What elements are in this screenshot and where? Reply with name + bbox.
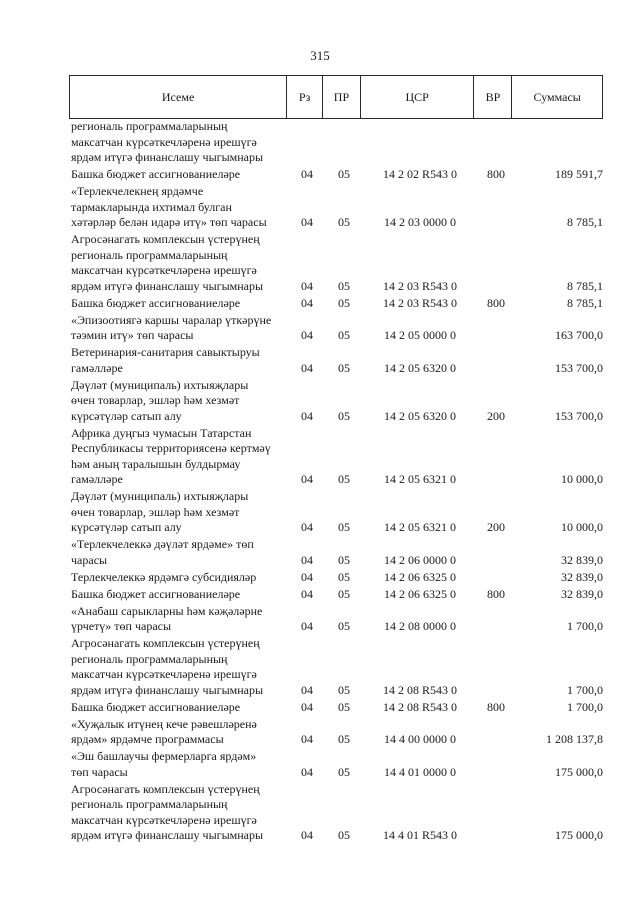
row-name-line: «Эш башлаучы фермерларга ярдәм» [71, 749, 257, 763]
row-sum: 175 000,0 [555, 828, 603, 842]
table-row [71, 232, 603, 294]
row-name-line: Дәүләт (муниципаль) ихтыяҗлары [71, 489, 249, 503]
row-name-line: региональ программаларының [71, 119, 228, 133]
table-row [71, 570, 603, 586]
row-name-line: «Хуҗалык итүнең кече рәвешләренә [71, 716, 257, 731]
row-name [71, 232, 289, 294]
row-name [71, 184, 289, 231]
row-csr: 14 2 05 6320 0 [384, 408, 456, 423]
row-name-line: гамәлләре [71, 360, 123, 375]
row-pr: 05 [338, 552, 350, 567]
table-row [71, 426, 603, 488]
row-rz: 04 [301, 295, 313, 310]
table-row [71, 167, 603, 183]
row-rz: 04 [301, 215, 313, 229]
row-csr: 14 2 08 R543 0 [382, 682, 457, 697]
row-name [71, 345, 289, 376]
row-name-line: һәм аның таралышын булдырмау [71, 456, 241, 471]
row-name-line: хәтәрләр белән идарә итү» төп чарасы [71, 215, 267, 229]
row-name [71, 426, 289, 488]
row-vr: 200 [487, 408, 505, 423]
table-row [71, 537, 603, 568]
row-name-line: Башка бюджет ассигнованиеләре [71, 295, 241, 310]
row-name-line: «Эпизоотиягә каршы чаралар үткәрүне [71, 312, 272, 327]
row-name-line: Агросәнагать комплексын үстерүнең [71, 232, 260, 246]
row-name-line: Республикасы территориясенә кертмәү [71, 441, 271, 455]
table-row [71, 184, 603, 231]
table-row [71, 119, 603, 166]
row-name [71, 717, 289, 748]
row-name [71, 313, 289, 344]
row-pr: 05 [338, 520, 350, 534]
row-name-line: ярдәм итүгә финанслашу чыгымнары [71, 682, 264, 697]
row-name-line: ярдәм итүгә финанслашу чыгымнары [71, 828, 264, 842]
row-name-line: максатчан күрсәткечләренә ирешүгә [71, 667, 257, 681]
row-name-line: Терлекчелеккә ярдәмгә субсидияләр [71, 569, 257, 584]
row-name [71, 587, 289, 603]
table-row [71, 717, 603, 748]
row-name-line: Африка дуңгыз чумасын Татарстан [71, 425, 252, 440]
row-vr: 800 [487, 699, 505, 714]
row-sum: 32 839,0 [561, 569, 603, 584]
row-name-line: «Терлекчелеккә дәүләт ярдәме» төп [71, 537, 254, 551]
row-name-line: максатчан күрсәткечләренә ирешүгә [71, 263, 257, 277]
row-csr: 14 2 03 R543 0 [382, 278, 457, 293]
table-row [71, 296, 603, 312]
row-csr: 14 2 05 6320 0 [384, 360, 456, 375]
row-rz: 04 [301, 278, 313, 293]
row-csr: 14 2 08 R543 0 [382, 699, 457, 714]
row-pr: 05 [338, 167, 350, 181]
row-name-line: гамәлләре [71, 472, 123, 486]
row-rz: 04 [301, 828, 313, 842]
row-sum: 32 839,0 [561, 586, 603, 601]
row-name-line: тармакларында ихтимал булган [71, 199, 232, 214]
row-sum: 175 000,0 [555, 764, 603, 779]
row-name-line: тәэмин итү» төп чарасы [71, 328, 194, 342]
table-body [71, 119, 603, 845]
row-pr: 05 [338, 408, 350, 423]
row-csr: 14 2 06 6325 0 [384, 586, 456, 601]
table-row [71, 604, 603, 635]
row-name-line: ярдәм итүгә финанслашу чыгымнары [71, 150, 264, 164]
row-rz: 04 [301, 699, 313, 714]
row-name [71, 537, 289, 568]
table-row [71, 313, 603, 344]
row-name-line: максатчан күрсәткечләренә ирешүгә [71, 812, 257, 827]
row-pr: 05 [338, 682, 350, 697]
row-name-line: Агросәнагать комплексын үстерүнең [71, 636, 260, 650]
header-rz: Рз [287, 76, 323, 118]
row-rz: 04 [301, 520, 313, 534]
row-csr: 14 2 05 0000 0 [384, 328, 456, 342]
table-row [71, 345, 603, 376]
row-csr: 14 2 03 0000 0 [384, 215, 456, 229]
row-sum: 10 000,0 [561, 472, 603, 486]
row-rz: 04 [301, 552, 313, 567]
row-rz: 04 [301, 569, 313, 584]
row-name-line: Башка бюджет ассигнованиеләре [71, 699, 241, 714]
row-name [71, 749, 289, 780]
row-csr: 14 4 01 0000 0 [384, 764, 456, 779]
row-csr: 14 2 06 0000 0 [384, 552, 456, 567]
table-row [71, 489, 603, 536]
header-name: Исеме [70, 76, 287, 118]
row-pr: 05 [338, 215, 350, 229]
row-csr: 14 2 03 R543 0 [382, 295, 457, 310]
row-rz: 04 [301, 472, 313, 486]
row-csr: 14 2 06 6325 0 [384, 569, 456, 584]
row-name-line: ярдәм итүгә финанслашу чыгымнары [71, 278, 264, 293]
row-name-line: өчен товарлар, эшләр һәм хезмәт [71, 504, 240, 519]
header-sum: Суммасы [533, 89, 581, 104]
row-pr: 05 [338, 569, 350, 584]
row-name [71, 119, 289, 166]
table-row [71, 636, 603, 698]
row-csr: 14 2 02 R543 0 [382, 167, 457, 181]
row-name-line: «Терлекчелекнең ярдәмче [71, 184, 204, 198]
row-sum: 153 700,0 [555, 408, 603, 423]
header-pr: ПР [323, 76, 361, 118]
row-pr: 05 [338, 828, 350, 842]
row-name-line: региональ программаларының [71, 247, 228, 262]
table-row [71, 782, 603, 844]
row-sum: 10 000,0 [561, 520, 603, 534]
row-pr: 05 [338, 360, 350, 375]
table-row [71, 700, 603, 716]
row-pr: 05 [338, 328, 350, 342]
row-rz: 04 [301, 167, 313, 181]
row-rz: 04 [301, 764, 313, 779]
row-name-line: Дәүләт (муниципаль) ихтыяҗлары [71, 377, 249, 392]
header-vr: ВР [474, 76, 512, 118]
row-rz: 04 [301, 619, 313, 633]
row-name-line: үрчетү» төп чарасы [71, 619, 172, 633]
row-pr: 05 [338, 764, 350, 779]
row-pr: 05 [338, 472, 350, 486]
row-csr: 14 4 01 R543 0 [382, 828, 457, 842]
row-vr: 200 [487, 520, 505, 534]
row-csr: 14 2 05 6321 0 [384, 520, 456, 534]
row-sum: 32 839,0 [561, 552, 603, 567]
row-name-line: чарасы [71, 552, 108, 567]
row-csr: 14 2 05 6321 0 [384, 472, 456, 486]
row-rz: 04 [301, 360, 313, 375]
row-name-line: төп чарасы [71, 764, 128, 779]
row-sum: 1 700,0 [567, 682, 603, 697]
row-sum: 153 700,0 [555, 360, 603, 375]
row-sum: 8 785,1 [567, 215, 603, 229]
table-header [69, 75, 603, 119]
row-pr: 05 [338, 732, 350, 746]
row-sum: 1 700,0 [567, 619, 603, 633]
row-csr: 14 2 08 0000 0 [384, 619, 456, 633]
row-name [71, 489, 289, 536]
page-number: 315 [310, 48, 330, 63]
row-sum: 1 208 137,8 [546, 732, 603, 746]
row-rz: 04 [301, 328, 313, 342]
table-row [71, 587, 603, 603]
row-sum: 8 785,1 [567, 278, 603, 293]
row-name-line: Башка бюджет ассигнованиеләре [71, 167, 241, 181]
row-name [71, 782, 289, 844]
row-pr: 05 [338, 586, 350, 601]
row-name-line: «Анабаш сарыкларны һәм кәҗәләрне [71, 603, 263, 618]
row-vr: 800 [487, 295, 505, 310]
row-name [71, 700, 289, 716]
row-pr: 05 [338, 278, 350, 293]
row-sum: 1 700,0 [567, 699, 603, 714]
row-name-line: Башка бюджет ассигнованиеләре [71, 586, 241, 601]
row-name-line: күрсәтүләр сатып алу [71, 408, 182, 423]
row-pr: 05 [338, 295, 350, 310]
row-name [71, 636, 289, 698]
row-name-line: Ветеринария-санитария савыктыруы [71, 345, 260, 359]
row-sum: 163 700,0 [555, 328, 603, 342]
row-name-line: ярдәм» ярдәмче программасы [71, 732, 224, 746]
row-rz: 04 [301, 682, 313, 697]
row-sum: 8 785,1 [567, 295, 603, 310]
table-row [71, 378, 603, 425]
row-name-line: өчен товарлар, эшләр һәм хезмәт [71, 393, 240, 407]
row-name-line: региональ программаларының [71, 797, 228, 811]
row-vr: 800 [487, 167, 505, 181]
row-name-line: Агросәнагать комплексын үстерүнең [71, 781, 260, 796]
row-name [71, 570, 289, 586]
row-pr: 05 [338, 699, 350, 714]
table-row [71, 749, 603, 780]
row-name [71, 378, 289, 425]
row-csr: 14 4 00 0000 0 [384, 732, 456, 746]
row-rz: 04 [301, 586, 313, 601]
row-name-line: региональ программаларының [71, 651, 228, 666]
row-name [71, 604, 289, 635]
row-name-line: максатчан күрсәткечләренә ирешүгә [71, 134, 257, 149]
row-sum: 189 591,7 [555, 167, 603, 181]
row-name [71, 296, 289, 312]
header-csr: ЦСР [361, 76, 475, 118]
row-pr: 05 [338, 619, 350, 633]
row-vr: 800 [487, 586, 505, 601]
row-rz: 04 [301, 732, 313, 746]
row-rz: 04 [301, 408, 313, 423]
row-name [71, 167, 289, 183]
row-name-line: күрсәтүләр сатып алу [71, 520, 182, 534]
